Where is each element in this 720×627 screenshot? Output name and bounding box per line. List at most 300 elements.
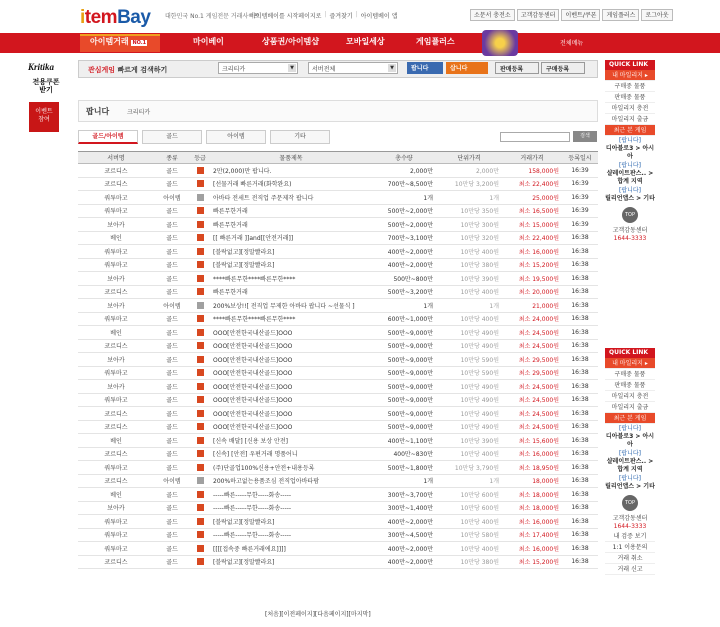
cell-server: 코르디스 (78, 339, 154, 353)
cell-unit-price: 2,000만 (436, 164, 502, 178)
cell-type: 골드 (154, 204, 190, 218)
table-row[interactable] (78, 353, 598, 367)
chevron-down-icon: ▼ (288, 64, 296, 72)
cell-unit-price: 10만당 300원 (436, 218, 502, 232)
quick-link-item[interactable]: 내 마일리지 ▸ (605, 70, 655, 81)
cell-grade (190, 447, 210, 461)
cell-grade (190, 366, 210, 380)
table-row[interactable] (78, 312, 598, 326)
table-row[interactable] (78, 380, 598, 394)
cell-server: 쿼투마고 (78, 245, 154, 259)
cell-title[interactable]: OOO[안전한국내산골드]OOO (210, 380, 372, 394)
buy-register-button[interactable]: 구매등록 (541, 62, 585, 74)
cell-type: 골드 (154, 528, 190, 542)
event-coupon-button[interactable]: 이벤트/쿠폰 (561, 9, 600, 21)
quick-link-item[interactable]: 1:1 이용문의 (605, 542, 655, 553)
cell-grade (190, 272, 210, 286)
table-row[interactable] (78, 177, 598, 191)
cell-qty: 500만~9,000만 (372, 393, 436, 407)
cell-unit-price: 10만당 390원 (436, 434, 502, 448)
result-game-label: 크리티카 (127, 109, 151, 116)
cell-price: 최소 17,400원 (502, 528, 562, 542)
cell-grade (190, 218, 210, 232)
game-emblem-icon[interactable] (482, 30, 518, 56)
cell-type: 골드 (154, 245, 190, 259)
cell-title[interactable]: 빠른무한거래 (210, 218, 372, 232)
quick-link-panel (605, 60, 655, 243)
quick-link-head: QUICK LINK (605, 60, 655, 70)
cell-time: 16:38 (562, 312, 598, 326)
table-row[interactable] (78, 555, 598, 569)
cell-type: 골드 (154, 231, 190, 245)
cell-grade (190, 299, 210, 313)
cell-price: 최소 15,600원 (502, 434, 562, 448)
cell-title[interactable]: [블락없고][정말빨라요] (210, 258, 372, 272)
table-row[interactable] (78, 447, 598, 461)
recent-game-tag: [팝니다] (618, 187, 642, 194)
cell-server: 쿼투마고 (78, 542, 154, 556)
col-title: 물품제목 (210, 152, 372, 164)
game-select[interactable]: 크리티카 ▼ (218, 62, 298, 74)
cell-title[interactable]: -----빠른-----무한-----화송----- (210, 501, 372, 515)
nav-item-gameplus[interactable]: 게임플러스 (416, 37, 455, 46)
quick-link-item[interactable]: 내 마일리지 ▸ (605, 358, 655, 369)
cell-server: 코르디스 (78, 177, 154, 191)
cell-price: 최소 16,000원 (502, 447, 562, 461)
cell-server: 베인 (78, 326, 154, 340)
cell-time: 16:38 (562, 231, 598, 245)
grade-icon (197, 329, 204, 336)
cell-title[interactable]: OOO[안전한국내산골드]OOO (210, 393, 372, 407)
cell-type: 아이템 (154, 299, 190, 313)
table-row[interactable] (78, 474, 598, 488)
cell-time: 16:39 (562, 218, 598, 232)
top-buttons (470, 9, 673, 21)
cell-price: 최소 18,950원 (502, 461, 562, 475)
cell-qty: 700만~3,100만 (372, 231, 436, 245)
cell-time: 16:38 (562, 447, 598, 461)
cell-time: 16:38 (562, 555, 598, 569)
cell-grade (190, 380, 210, 394)
cell-grade (190, 245, 210, 259)
cell-grade (190, 258, 210, 272)
table-row[interactable] (78, 501, 598, 515)
nav-item-giftcard[interactable]: 상품권/아이템샵 (262, 37, 320, 46)
recent-game-link[interactable]: 샬레이트판스.. > 합계 지역 (606, 170, 654, 185)
cell-qty: 500만~9,000만 (372, 407, 436, 421)
cell-unit-price: 10만당 320원 (436, 231, 502, 245)
grade-icon (197, 315, 204, 322)
cell-price: 최소 24,500원 (502, 420, 562, 434)
grade-icon (197, 396, 204, 403)
grade-icon (197, 194, 204, 201)
cell-server: 쿼투마고 (78, 393, 154, 407)
recent-game-tag: [팝니다] (618, 425, 642, 432)
cell-qty: 300만~3,700만 (372, 488, 436, 502)
cell-price: 최소 16,500원 (502, 204, 562, 218)
cell-grade (190, 542, 210, 556)
cell-grade (190, 515, 210, 529)
event-join-button[interactable]: 이벤트 참여 (29, 102, 59, 132)
nav-item-trade[interactable]: 아이템거래 NO.1 (90, 37, 147, 46)
tab-item[interactable]: 아이템 (206, 130, 266, 144)
cell-unit-price: 10만당 490원 (436, 393, 502, 407)
buy-list-button[interactable]: 삽니다 (446, 62, 488, 74)
cell-title[interactable]: ****빠른무한****빠른무한**** (210, 312, 372, 326)
cell-title[interactable]: OOO[안전한국내산골드]OOO (210, 420, 372, 434)
table-row[interactable] (78, 326, 598, 340)
quick-link-item[interactable]: 마일리지 충전 (605, 103, 655, 114)
cell-title[interactable]: [[ 빠른거래 ]]and[[안전거래]] (210, 231, 372, 245)
cell-price: 최소 24,500원 (502, 326, 562, 340)
cell-qty: 400만~2,000만 (372, 515, 436, 529)
cell-unit-price: 10만당 490원 (436, 339, 502, 353)
quick-link-item[interactable]: 거래 취소 (605, 553, 655, 564)
cell-title[interactable]: 200%하고없는용품조심 전직업아바타팜 (210, 474, 372, 488)
cell-grade (190, 407, 210, 421)
itembay-logo[interactable] (80, 7, 150, 29)
quick-link-item[interactable]: 마일리지 출금 (605, 114, 655, 125)
cell-unit-price: 10만당 490원 (436, 380, 502, 394)
cell-price: 최소 15,200원 (502, 258, 562, 272)
cell-price: 25,000원 (502, 191, 562, 205)
grade-icon (197, 180, 204, 187)
cell-unit-price: 10만당 400원 (436, 542, 502, 556)
grade-icon (197, 477, 204, 484)
nav-item-mobile[interactable]: 모바일세상 (346, 37, 385, 46)
cell-server: 코르디스 (78, 164, 154, 178)
quick-link-item[interactable]: 판매중 물품 (605, 380, 655, 391)
sell-list-button[interactable]: 팝니다 (407, 62, 443, 74)
cell-price: 최소 16,000원 (502, 245, 562, 259)
quick-link-panel (605, 348, 655, 575)
cell-qty: 1개 (372, 299, 436, 313)
grade-icon (197, 167, 204, 174)
tab-etc[interactable]: 기타 (270, 130, 330, 144)
grade-icon (197, 450, 204, 457)
cell-title[interactable]: [신속] [안전] 우편거래 명품어니 (210, 447, 372, 461)
cell-server: 쿼투마고 (78, 461, 154, 475)
cell-type: 골드 (154, 366, 190, 380)
cell-grade (190, 312, 210, 326)
cell-unit-price: 10만당 600원 (436, 488, 502, 502)
recent-game-link[interactable]: 릴리언앱스 > 기타 (605, 483, 655, 490)
trade-table-body (78, 164, 598, 569)
cell-time: 16:38 (562, 542, 598, 556)
cell-server: 베인 (78, 231, 154, 245)
cell-qty: 500만~3,200만 (372, 285, 436, 299)
cell-time: 16:38 (562, 515, 598, 529)
cell-server: 쿼투마고 (78, 258, 154, 272)
cell-qty: 300만~1,400만 (372, 501, 436, 515)
cell-unit-price: 10만당 380원 (436, 555, 502, 569)
grade-icon (197, 423, 204, 430)
table-row[interactable] (78, 191, 598, 205)
cell-price: 최소 18,000원 (502, 501, 562, 515)
table-row[interactable] (78, 488, 598, 502)
logo-part: tem (84, 7, 118, 28)
cell-qty: 700만~8,500만 (372, 177, 436, 191)
cell-time: 16:38 (562, 434, 598, 448)
cell-type: 골드 (154, 353, 190, 367)
cell-qty: 400만~830만 (372, 447, 436, 461)
col-time: 등록일시 (562, 152, 598, 164)
cell-server: 쿼투마고 (78, 515, 154, 529)
table-row[interactable] (78, 528, 598, 542)
col-unit-price: 단위가격 (436, 152, 502, 164)
table-row[interactable] (78, 420, 598, 434)
cell-grade (190, 177, 210, 191)
quick-link-item[interactable]: 내 검증 보기 (605, 531, 655, 542)
cell-server: 보아카 (78, 272, 154, 286)
table-row[interactable] (78, 285, 598, 299)
cell-grade (190, 501, 210, 515)
tagline: 대한민국 No.1 게임전문 거래사이트 (165, 13, 260, 20)
cell-time: 16:38 (562, 285, 598, 299)
quick-link-item[interactable]: 판매중 물품 (605, 92, 655, 103)
cell-price: 최소 24,500원 (502, 380, 562, 394)
cell-title[interactable]: [블락없고][정말빨라요] (210, 515, 372, 529)
cell-title[interactable]: [선물거래 빠른거래(화학완요) (210, 177, 372, 191)
grade-icon (197, 491, 204, 498)
customer-center-phone: 1644-3333 (613, 235, 647, 242)
grade-icon (197, 356, 204, 363)
cell-type: 골드 (154, 555, 190, 569)
recent-game-link[interactable]: 샬레이트판스.. > 합계 지역 (606, 458, 654, 473)
cell-server: 코르디스 (78, 447, 154, 461)
cell-title[interactable]: 빠른무한거래 (210, 285, 372, 299)
cell-server: 보아카 (78, 501, 154, 515)
cell-title[interactable]: [블락없고][정말빨라요] (210, 555, 372, 569)
cell-unit-price: 10만당 590원 (436, 366, 502, 380)
cell-unit-price: 1개 (436, 474, 502, 488)
table-row[interactable] (78, 366, 598, 380)
all-menu-button[interactable]: 전체메뉴 (560, 40, 584, 47)
table-row[interactable] (78, 258, 598, 272)
cell-unit-price: 10만당 490원 (436, 326, 502, 340)
list-search-input[interactable] (500, 132, 570, 142)
result-header (78, 100, 598, 122)
cell-grade (190, 393, 210, 407)
cell-server: 보아카 (78, 353, 154, 367)
sell-register-button[interactable]: 판매등록 (495, 62, 539, 74)
recent-game-tag: [팝니다] (618, 162, 642, 169)
cell-grade (190, 420, 210, 434)
scroll-top-button[interactable]: TOP (622, 495, 638, 511)
quick-link-item[interactable]: 거래 신고 (605, 564, 655, 575)
game-plus-button[interactable]: 게임플러스 (602, 9, 639, 21)
cell-qty: 400만~2,000만 (372, 245, 436, 259)
cell-type: 골드 (154, 339, 190, 353)
cell-title[interactable]: [신속 배달] [신용 보상 안전] (210, 434, 372, 448)
cell-qty: 500만~800만 (372, 272, 436, 286)
table-row[interactable] (78, 164, 598, 178)
quick-link-item[interactable]: 마일리지 출금 (605, 402, 655, 413)
cell-qty: 400만~2,000만 (372, 555, 436, 569)
cell-server: 코르디스 (78, 420, 154, 434)
col-price: 거래가격 (502, 152, 562, 164)
cell-price: 최소 24,500원 (502, 339, 562, 353)
recent-game-link[interactable]: 디아블로3 > 아시아 (605, 433, 655, 448)
nav-item-mybay[interactable]: 마이베이 (193, 37, 224, 46)
link-app[interactable]: 아이템베이 앱 (360, 13, 398, 20)
cell-unit-price: 10만당 400원 (436, 285, 502, 299)
trade-table (78, 151, 598, 569)
grade-icon (197, 545, 204, 552)
cell-title[interactable]: OOO[안전한국내산골드]OOO (210, 339, 372, 353)
logo-part: i (80, 7, 85, 28)
grade-icon (197, 464, 204, 471)
quick-link-item[interactable]: 구매중 물품 (605, 81, 655, 92)
customer-center-label: 고객감동센터 (612, 515, 648, 522)
table-row[interactable] (78, 339, 598, 353)
cell-title[interactable]: -----빠른-----무한-----화송----- (210, 488, 372, 502)
cell-title[interactable]: 아바타 전세트 전직업 주문제작 팝니다 (210, 191, 372, 205)
table-row[interactable] (78, 434, 598, 448)
cell-server: 베인 (78, 488, 154, 502)
quick-search-title: 관심게임 빠르게 검색하기 (88, 66, 168, 74)
tab-gold-item[interactable]: 골드/아이템 (78, 130, 138, 144)
cell-price: 최소 22,400원 (502, 177, 562, 191)
cell-title[interactable]: 200%보상!![ 전직업 무제한 아바타 팝니다 ~선물식 ] (210, 299, 372, 313)
cell-type: 골드 (154, 447, 190, 461)
table-row[interactable] (78, 515, 598, 529)
quick-link-item[interactable]: 구매중 물품 (605, 369, 655, 380)
cell-qty: 500만~9,000만 (372, 326, 436, 340)
cell-time: 16:39 (562, 204, 598, 218)
cell-type: 골드 (154, 380, 190, 394)
table-row[interactable] (78, 299, 598, 313)
cell-title[interactable]: OOO[안전한국내산골드]OOO (210, 353, 372, 367)
cell-qty: 500만~9,000만 (372, 366, 436, 380)
cell-grade (190, 285, 210, 299)
customer-center-label: 고객감동센터 (612, 227, 648, 234)
grade-icon (197, 234, 204, 241)
tab-gold[interactable]: 골드 (142, 130, 202, 144)
cell-qty: 500만~2,000만 (372, 218, 436, 232)
cell-unit-price: 10만당 400원 (436, 515, 502, 529)
promo-text[interactable]: 전용쿠폰 받기 (32, 78, 60, 94)
cell-server: 코르디스 (78, 407, 154, 421)
cell-type: 골드 (154, 420, 190, 434)
cell-qty: 400만~1,100만 (372, 434, 436, 448)
cell-title[interactable]: [[[[접속중 빠른거래에요]]]] (210, 542, 372, 556)
customer-center-button[interactable]: 고객감동센터 (517, 9, 560, 21)
cell-server: 쿼투마고 (78, 191, 154, 205)
cell-unit-price: 10만당 400원 (436, 312, 502, 326)
cell-price: 최소 15,000원 (502, 218, 562, 232)
quick-link-item[interactable]: 최근 본 게임 (605, 125, 655, 136)
cell-unit-price: 10만당 380원 (436, 258, 502, 272)
cell-unit-price: 10만당 490원 (436, 407, 502, 421)
table-row[interactable] (78, 204, 598, 218)
cell-unit-price: 10만당 3,200원 (436, 177, 502, 191)
scroll-top-button[interactable]: TOP (622, 207, 638, 223)
cell-server: 보아카 (78, 299, 154, 313)
link-start-page[interactable]: 아이템베이를 시작페이지로 (250, 13, 322, 20)
quick-link-item[interactable]: 마일리지 충전 (605, 391, 655, 402)
table-row[interactable] (78, 461, 598, 475)
cell-title[interactable]: ****빠른무한****빠른무한**** (210, 272, 372, 286)
cell-grade (190, 528, 210, 542)
table-row[interactable] (78, 393, 598, 407)
nav-badge-label: NO.1 (132, 40, 147, 46)
cell-title[interactable]: 빠른무한거래 (210, 204, 372, 218)
table-row[interactable] (78, 272, 598, 286)
cell-price: 최소 29,500원 (502, 353, 562, 367)
grade-icon (197, 504, 204, 511)
cell-time: 16:38 (562, 528, 598, 542)
cell-grade (190, 339, 210, 353)
cell-price: 최소 24,500원 (502, 407, 562, 421)
cell-price: 최소 20,000원 (502, 285, 562, 299)
cell-type: 아이템 (154, 191, 190, 205)
quick-link-item[interactable]: 최근 본 게임 (605, 413, 655, 424)
list-search-button[interactable]: 검색 (573, 131, 597, 142)
table-row[interactable] (78, 231, 598, 245)
grade-icon (197, 558, 204, 565)
cell-qty: 500만~9,000만 (372, 353, 436, 367)
cell-title[interactable]: OOO[안전한국내산골드]OOO (210, 407, 372, 421)
link-bookmark[interactable]: 즐겨찾기 (329, 13, 353, 20)
table-row[interactable] (78, 542, 598, 556)
table-row[interactable] (78, 218, 598, 232)
cell-title[interactable]: OOO[안전한국내산골드]OOO (210, 326, 372, 340)
cell-price: 최소 15,200원 (502, 555, 562, 569)
cell-price: 21,000원 (502, 299, 562, 313)
cell-server: 쿼투마고 (78, 366, 154, 380)
table-row[interactable] (78, 245, 598, 259)
cell-qty: 500만~2,000만 (372, 204, 436, 218)
server-select[interactable]: 서버전체 ▼ (308, 62, 398, 74)
cell-title[interactable]: [블락없고][정말빨라요] (210, 245, 372, 259)
cell-type: 골드 (154, 407, 190, 421)
cell-qty: 500만~9,000만 (372, 380, 436, 394)
cell-type: 골드 (154, 312, 190, 326)
cell-unit-price: 10만당 580원 (436, 528, 502, 542)
cell-server: 코르디스 (78, 285, 154, 299)
recent-game-link[interactable]: 디아블로3 > 아시아 (605, 145, 655, 160)
cell-server: 쿼투마고 (78, 312, 154, 326)
cell-time: 16:38 (562, 299, 598, 313)
cell-time: 16:38 (562, 474, 598, 488)
customer-center-phone: 1644-3333 (613, 523, 647, 530)
cell-title[interactable]: (주)단골업100%신용+안전+내용등록 (210, 461, 372, 475)
cell-unit-price: 1개 (436, 191, 502, 205)
grade-icon (197, 410, 204, 417)
cell-time: 16:39 (562, 177, 598, 191)
grade-icon (197, 383, 204, 390)
recent-game-link[interactable]: 릴리언앱스 > 기타 (605, 195, 655, 202)
cell-title[interactable]: OOO[안전한국내산골드]OOO (210, 366, 372, 380)
cell-type: 골드 (154, 272, 190, 286)
grade-icon (197, 248, 204, 255)
logout-button[interactable]: 로그아웃 (641, 9, 672, 21)
col-qty: 총수량 (372, 152, 436, 164)
cell-unit-price: 10만당 590원 (436, 353, 502, 367)
cell-type: 골드 (154, 501, 190, 515)
table-row[interactable] (78, 407, 598, 421)
cell-qty: 500만~9,000만 (372, 420, 436, 434)
charge-button[interactable]: 소문서 충전소 (470, 9, 515, 21)
cell-price: 최소 29,500원 (502, 366, 562, 380)
pagination[interactable]: [처음][이전페이지][다음페이지][마지막] (265, 611, 371, 618)
cell-title[interactable]: 2만(2,000)만 팝니다. (210, 164, 372, 178)
cell-type: 골드 (154, 285, 190, 299)
cell-title[interactable]: -----빠른-----무한-----화송----- (210, 528, 372, 542)
cell-type: 골드 (154, 434, 190, 448)
cell-price: 최소 24,500원 (502, 393, 562, 407)
